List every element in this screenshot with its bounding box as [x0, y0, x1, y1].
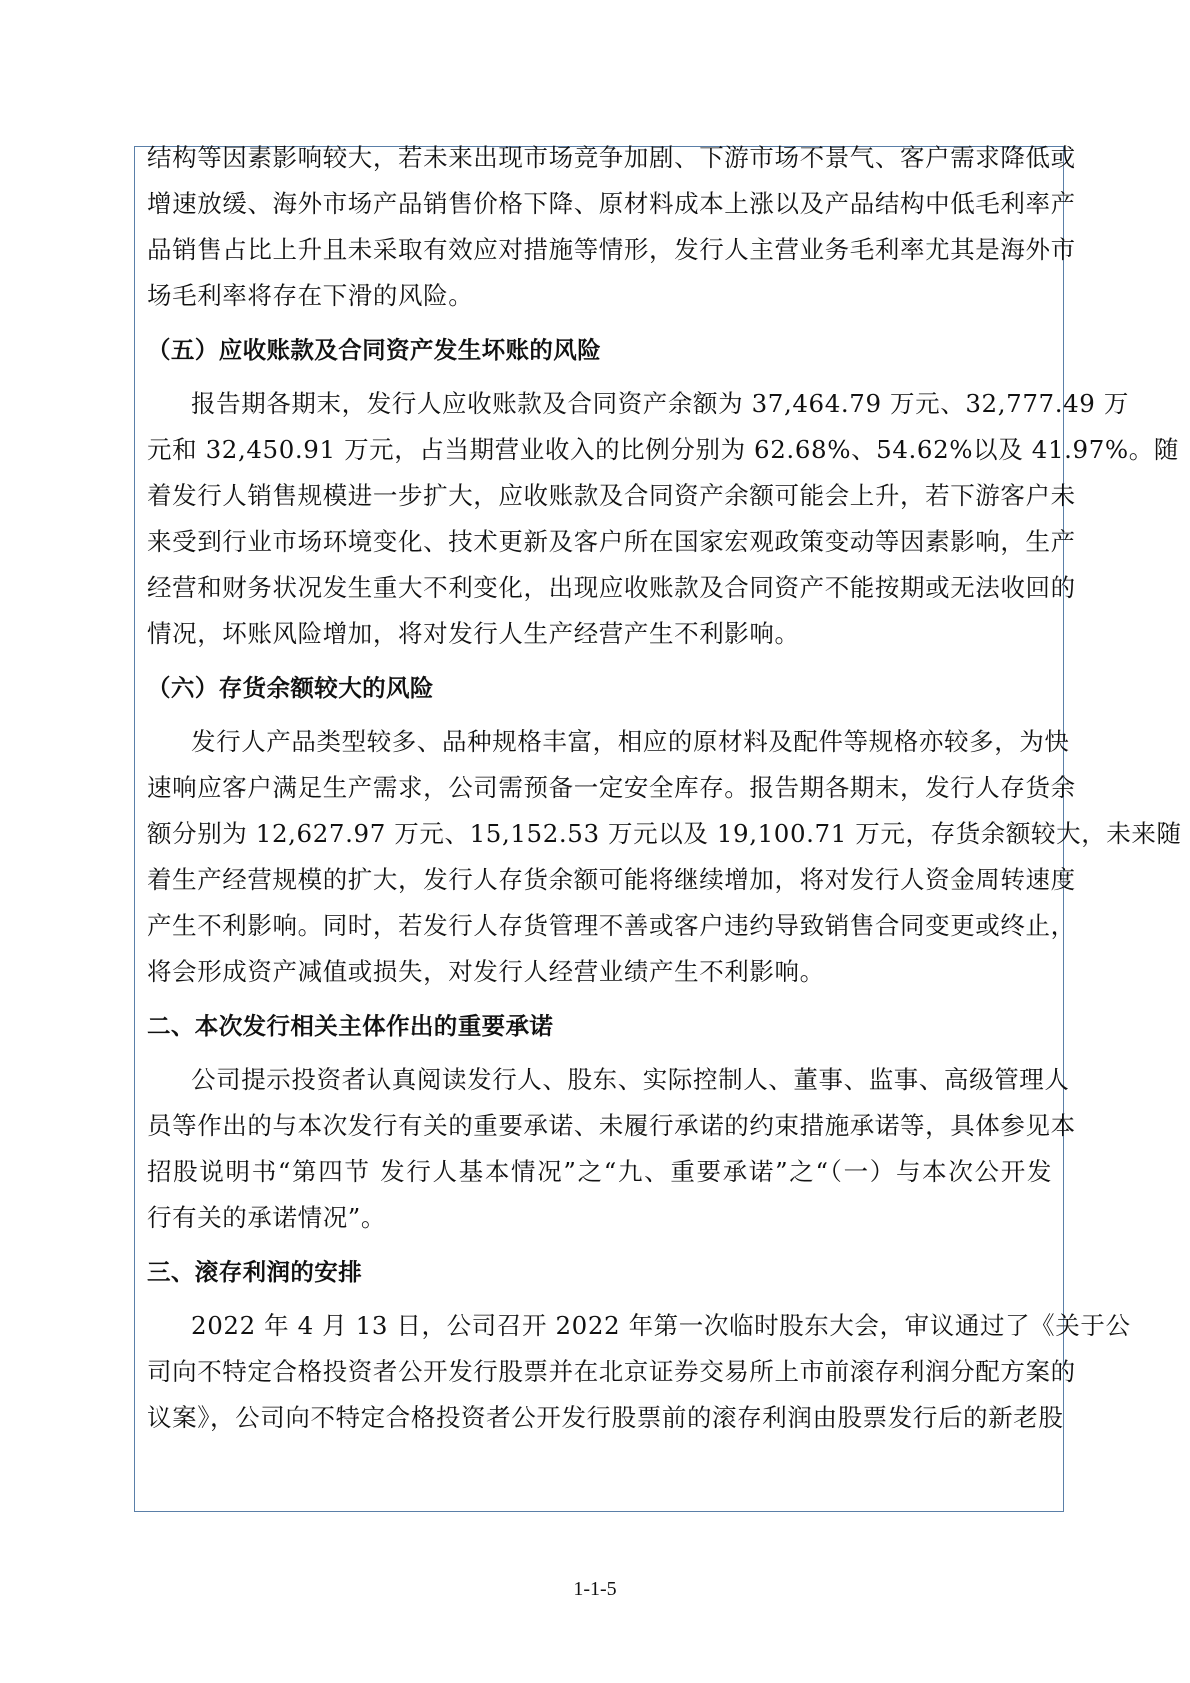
text-line: 结构等因素影响较大，若未来出现市场竞争加剧、下游市场不景气、客户需求降低或: [147, 143, 1076, 172]
text-line: 增速放缓、海外市场产品销售价格下降、原材料成本上涨以及产品结构中低毛利率产: [147, 189, 1076, 218]
text-line: 将会形成资产减值或损失，对发行人经营业绩产生不利影响。: [147, 957, 825, 986]
text-line: 速响应客户满足生产需求，公司需预备一定安全库存。报告期各期末，发行人存货余: [147, 773, 1076, 802]
text-line: 来受到行业市场环境变化、技术更新及客户所在国家宏观政策变动等因素影响，生产: [147, 527, 1076, 556]
text-line: 2022 年 4 月 13 日，公司召开 2022 年第一次临时股东大会，审议通过了《关于公: [191, 1311, 1131, 1340]
text-line: 司向不特定合格投资者公开发行股票并在北京证券交易所上市前滚存利润分配方案的: [147, 1357, 1076, 1386]
text-line: 品销售占比上升且未采取有效应对措施等情形，发行人主营业务毛利率尤其是海外市: [147, 235, 1076, 264]
text-line: 发行人产品类型较多、品种规格丰富，相应的原材料及配件等规格亦较多，为快: [191, 727, 1070, 756]
section-heading-2: 二、本次发行相关主体作出的重要承诺: [147, 1012, 554, 1040]
section-heading-3: 三、滚存利润的安排: [147, 1258, 363, 1286]
content-frame: [134, 143, 1182, 1512]
text-line: 场毛利率将存在下滑的风险。: [147, 281, 474, 310]
text-line: 议案》，公司向不特定合格投资者公开发行股票前的滚存利润由股票发行后的新老股: [147, 1403, 1064, 1432]
section-heading-5: （五）应收账款及合同资产发生坏账的风险: [147, 336, 602, 364]
text-line: 报告期各期末，发行人应收账款及合同资产余额为 37,464.79 万元、32,777.49 万: [191, 389, 1129, 418]
text-line: 公司提示投资者认真阅读发行人、股东、实际控制人、董事、监事、高级管理人: [191, 1065, 1070, 1094]
section-heading-6: （六）存货余额较大的风险: [147, 674, 434, 702]
text-line: 行有关的承诺情况”。: [147, 1203, 387, 1232]
text-line: 员等作出的与本次发行有关的重要承诺、未履行承诺的约束措施承诺等，具体参见本: [147, 1111, 1076, 1140]
text-line: 产生不利影响。同时，若发行人存货管理不善或客户违约导致销售合同变更或终止，: [147, 911, 1076, 940]
text-line: 额分别为 12,627.97 万元、15,152.53 万元以及 19,100.71 万元，存货余额较大，未来随: [147, 819, 1182, 848]
text-line: 招股说明书“第四节 发行人基本情况”之“九、重要承诺”之“（一）与本次公开发: [147, 1157, 1052, 1186]
text-line: 情况，坏账风险增加，将对发行人生产经营产生不利影响。: [147, 619, 800, 648]
text-line: 元和 32,450.91 万元，占当期营业收入的比例分别为 62.68%、54.62%以及 41.97%。随: [147, 435, 1179, 464]
text-line: 着生产经营规模的扩大，发行人存货余额可能将继续增加，将对发行人资金周转速度: [147, 865, 1076, 894]
text-line: 经营和财务状况发生重大不利变化，出现应收账款及合同资产不能按期或无法收回的: [147, 573, 1076, 602]
text-line: 着发行人销售规模进一步扩大，应收账款及合同资产余额可能会上升，若下游客户未: [147, 481, 1076, 510]
page-number: 1-1-5: [573, 1578, 617, 1600]
